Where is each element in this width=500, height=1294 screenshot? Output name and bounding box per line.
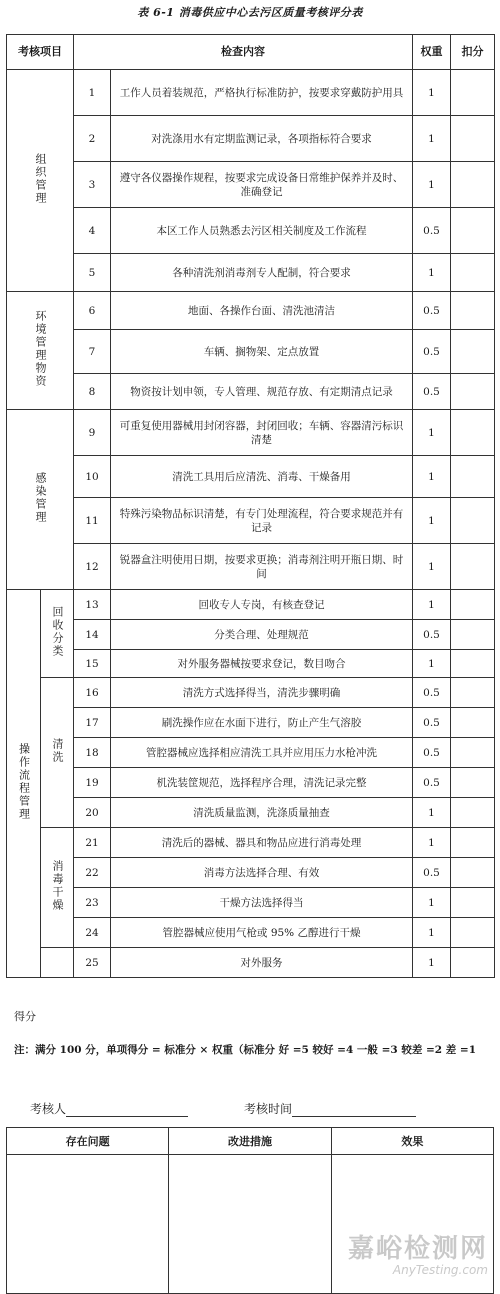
- header-content: 检查内容: [74, 35, 413, 70]
- group-org: [7, 70, 74, 292]
- row-number: 4: [74, 208, 111, 254]
- score-label: 得分: [14, 1010, 36, 1023]
- row-deduct-input[interactable]: [451, 410, 495, 456]
- group-ops: [7, 590, 41, 978]
- table-row: [7, 650, 495, 678]
- evaluation-table: [6, 34, 495, 978]
- review-time-line: [292, 1104, 416, 1117]
- issues-header-effect: 效果: [331, 1128, 493, 1155]
- group-org-label: 组织管理: [34, 152, 47, 205]
- scoring-note: 注：满分 100 分，单项得分 = 标准分 × 权重（标准分 好 =5 较好 =4 一般 =3 较差 =2 差 =1: [14, 1044, 477, 1056]
- row-weight: 1: [413, 70, 451, 116]
- table-row: [7, 738, 495, 768]
- row-number: 24: [74, 918, 111, 948]
- group-infect-label: 感染管理: [34, 471, 47, 524]
- table-row: [7, 828, 495, 858]
- table-title: 表 6-1 消毒供应中心去污区质量考核评分表: [137, 6, 363, 19]
- row-deduct-input[interactable]: [451, 374, 495, 410]
- row-number: 6: [74, 292, 111, 330]
- row-number: 10: [74, 456, 111, 498]
- table-row: [7, 292, 495, 330]
- row-deduct-input[interactable]: [451, 738, 495, 768]
- table-row: [7, 858, 495, 888]
- row-content: 分类合理、处理规范: [111, 620, 413, 650]
- row-weight: 0.5: [413, 768, 451, 798]
- header-row: [7, 35, 495, 70]
- row-deduct-input[interactable]: [451, 708, 495, 738]
- row-content: 清洗工具用后应清洗、消毒、干燥备用: [111, 456, 413, 498]
- row-deduct-input[interactable]: [451, 590, 495, 620]
- table-row: [7, 798, 495, 828]
- row-weight: 0.5: [413, 620, 451, 650]
- row-deduct-input[interactable]: [451, 888, 495, 918]
- row-deduct-input[interactable]: [451, 162, 495, 208]
- row-number: 3: [74, 162, 111, 208]
- row-content: 管腔器械应使用气枪或 95% 乙醇进行干燥: [111, 918, 413, 948]
- row-number: 14: [74, 620, 111, 650]
- row-content: 物资按计划申领，专人管理、规范存放、有定期清点记录: [111, 374, 413, 410]
- row-number: 1: [74, 70, 111, 116]
- reviewer-label: 考核人: [30, 1102, 67, 1116]
- row-content: 各种清洗剂消毒剂专人配制，符合要求: [111, 254, 413, 292]
- review-time-field: [244, 1100, 416, 1117]
- row-number: 15: [74, 650, 111, 678]
- header-weight: 权重: [413, 35, 451, 70]
- row-weight: 1: [413, 918, 451, 948]
- watermark-logo: [348, 1228, 488, 1277]
- table-row: [7, 254, 495, 292]
- row-deduct-input[interactable]: [451, 330, 495, 374]
- row-content: 可重复使用器械用封闭容器，封闭回收；车辆、容器清污标识清楚: [111, 410, 413, 456]
- row-content: 锐器盒注明使用日期，按要求更换；消毒剂注明开瓶日期、时间: [111, 544, 413, 590]
- issues-cell-measure[interactable]: [169, 1155, 331, 1294]
- table-row: [7, 330, 495, 374]
- subgroup-recycle: [41, 590, 74, 678]
- row-deduct-input[interactable]: [451, 70, 495, 116]
- row-deduct-input[interactable]: [451, 208, 495, 254]
- table-row: [7, 374, 495, 410]
- row-weight: 0.5: [413, 330, 451, 374]
- row-deduct-input[interactable]: [451, 768, 495, 798]
- row-content: 消毒方法选择合理、有效: [111, 858, 413, 888]
- row-number: 13: [74, 590, 111, 620]
- row-deduct-input[interactable]: [451, 544, 495, 590]
- row-deduct-input[interactable]: [451, 456, 495, 498]
- row-weight: 1: [413, 254, 451, 292]
- row-number: 5: [74, 254, 111, 292]
- row-weight: 0.5: [413, 292, 451, 330]
- watermark-cn: 嘉峪检测网: [347, 1234, 488, 1264]
- row-weight: 1: [413, 828, 451, 858]
- row-weight: 1: [413, 498, 451, 544]
- row-content: 干燥方法选择得当: [111, 888, 413, 918]
- group-env: [7, 292, 74, 410]
- row-deduct-input[interactable]: [451, 798, 495, 828]
- row-number: 16: [74, 678, 111, 708]
- row-number: 11: [74, 498, 111, 544]
- row-deduct-input[interactable]: [451, 650, 495, 678]
- row-number: 19: [74, 768, 111, 798]
- row-deduct-input[interactable]: [451, 918, 495, 948]
- row-number: 17: [74, 708, 111, 738]
- row-content: 本区工作人员熟悉去污区相关制度及工作流程: [111, 208, 413, 254]
- row-weight: 1: [413, 116, 451, 162]
- row-deduct-input[interactable]: [451, 620, 495, 650]
- row-content: 特殊污染物品标识清楚，有专门处理流程，符合要求规范并有记录: [111, 498, 413, 544]
- row-weight: 1: [413, 410, 451, 456]
- row-number: 22: [74, 858, 111, 888]
- subgroup-disinfect: [41, 828, 74, 948]
- row-deduct-input[interactable]: [451, 116, 495, 162]
- group-infect: [7, 410, 74, 590]
- row-content: 清洗后的器械、器具和物品应进行消毒处理: [111, 828, 413, 858]
- group-env-label: 环境管理物资: [34, 309, 47, 388]
- row-number: 9: [74, 410, 111, 456]
- row-deduct-input[interactable]: [451, 292, 495, 330]
- row-number: 18: [74, 738, 111, 768]
- row-weight: 1: [413, 948, 451, 978]
- row-content: 工作人员着装规范，严格执行标准防护，按要求穿戴防护用具: [111, 70, 413, 116]
- row-weight: 0.5: [413, 708, 451, 738]
- row-number: 8: [74, 374, 111, 410]
- table-row: [7, 678, 495, 708]
- row-deduct-input[interactable]: [451, 828, 495, 858]
- row-weight: 1: [413, 888, 451, 918]
- issues-header-measure: 改进措施: [169, 1128, 331, 1155]
- table-row: [7, 918, 495, 948]
- table-row: [7, 410, 495, 456]
- row-deduct-input[interactable]: [451, 498, 495, 544]
- table-row: [7, 544, 495, 590]
- row-weight: 0.5: [413, 858, 451, 888]
- reviewer-line: [66, 1104, 188, 1117]
- header-deduct: 扣分: [451, 35, 495, 70]
- table-row: [7, 620, 495, 650]
- issues-header-problem: 存在问题: [7, 1128, 169, 1155]
- row-deduct-input[interactable]: [451, 948, 495, 978]
- subgroup-disinfect-label: 消毒干燥: [51, 859, 64, 912]
- row-deduct-input[interactable]: [451, 254, 495, 292]
- row-content: 对外服务: [111, 948, 413, 978]
- row-weight: 1: [413, 650, 451, 678]
- row-weight: 1: [413, 456, 451, 498]
- row-number: 7: [74, 330, 111, 374]
- row-content: 地面、各操作台面、清洗池清洁: [111, 292, 413, 330]
- row-content: 回收专人专岗，有核查登记: [111, 590, 413, 620]
- row-weight: 1: [413, 544, 451, 590]
- issues-cell-problem[interactable]: [7, 1155, 169, 1294]
- row-content: 遵守各仪器操作规程，按要求完成设备日常维护保养并及时、准确登记: [111, 162, 413, 208]
- table-row: [7, 948, 495, 978]
- row-number: 12: [74, 544, 111, 590]
- header-item: 考核项目: [7, 35, 74, 70]
- row-content: 清洗质量监测，洗涤质量抽查: [111, 798, 413, 828]
- table-row: [7, 708, 495, 738]
- row-content: 对洗涤用水有定期监测记录，各项指标符合要求: [111, 116, 413, 162]
- reviewer-field: [30, 1100, 188, 1117]
- row-content: 车辆、搁物架、定点放置: [111, 330, 413, 374]
- row-content: 管腔器械应选择相应清洗工具并应用压力水枪冲洗: [111, 738, 413, 768]
- row-deduct-input[interactable]: [451, 858, 495, 888]
- row-number: 20: [74, 798, 111, 828]
- table-row: [7, 116, 495, 162]
- row-number: 23: [74, 888, 111, 918]
- row-number: 21: [74, 828, 111, 858]
- row-weight: 0.5: [413, 738, 451, 768]
- review-time-label: 考核时间: [244, 1102, 293, 1116]
- subgroup-clean-label: 清洗: [51, 737, 64, 764]
- table-row: [7, 162, 495, 208]
- row-content: 刷洗操作应在水面下进行，防止产生气溶胶: [111, 708, 413, 738]
- row-weight: 1: [413, 590, 451, 620]
- table-row: [7, 888, 495, 918]
- group-ops-label: 操作流程管理: [17, 742, 31, 821]
- table-row: [7, 768, 495, 798]
- row-deduct-input[interactable]: [451, 678, 495, 708]
- row-number: 25: [74, 948, 111, 978]
- row-content: 对外服务器械按要求登记，数目吻合: [111, 650, 413, 678]
- row-weight: 1: [413, 798, 451, 828]
- table-row: [7, 498, 495, 544]
- row-content: 机洗装筐规范，选择程序合理，清洗记录完整: [111, 768, 413, 798]
- table-row: [7, 590, 495, 620]
- row-content: 清洗方式选择得当，清洗步骤明确: [111, 678, 413, 708]
- subgroup-clean: [41, 678, 74, 828]
- subgroup-empty: [41, 948, 74, 978]
- subgroup-recycle-label: 回收分类: [51, 605, 64, 658]
- table-row: [7, 208, 495, 254]
- row-weight: 1: [413, 162, 451, 208]
- row-number: 2: [74, 116, 111, 162]
- watermark-en: AnyTesting.com: [392, 1263, 488, 1277]
- row-weight: 0.5: [413, 208, 451, 254]
- table-row: [7, 456, 495, 498]
- row-weight: 0.5: [413, 374, 451, 410]
- row-weight: 0.5: [413, 678, 451, 708]
- table-row: [7, 70, 495, 116]
